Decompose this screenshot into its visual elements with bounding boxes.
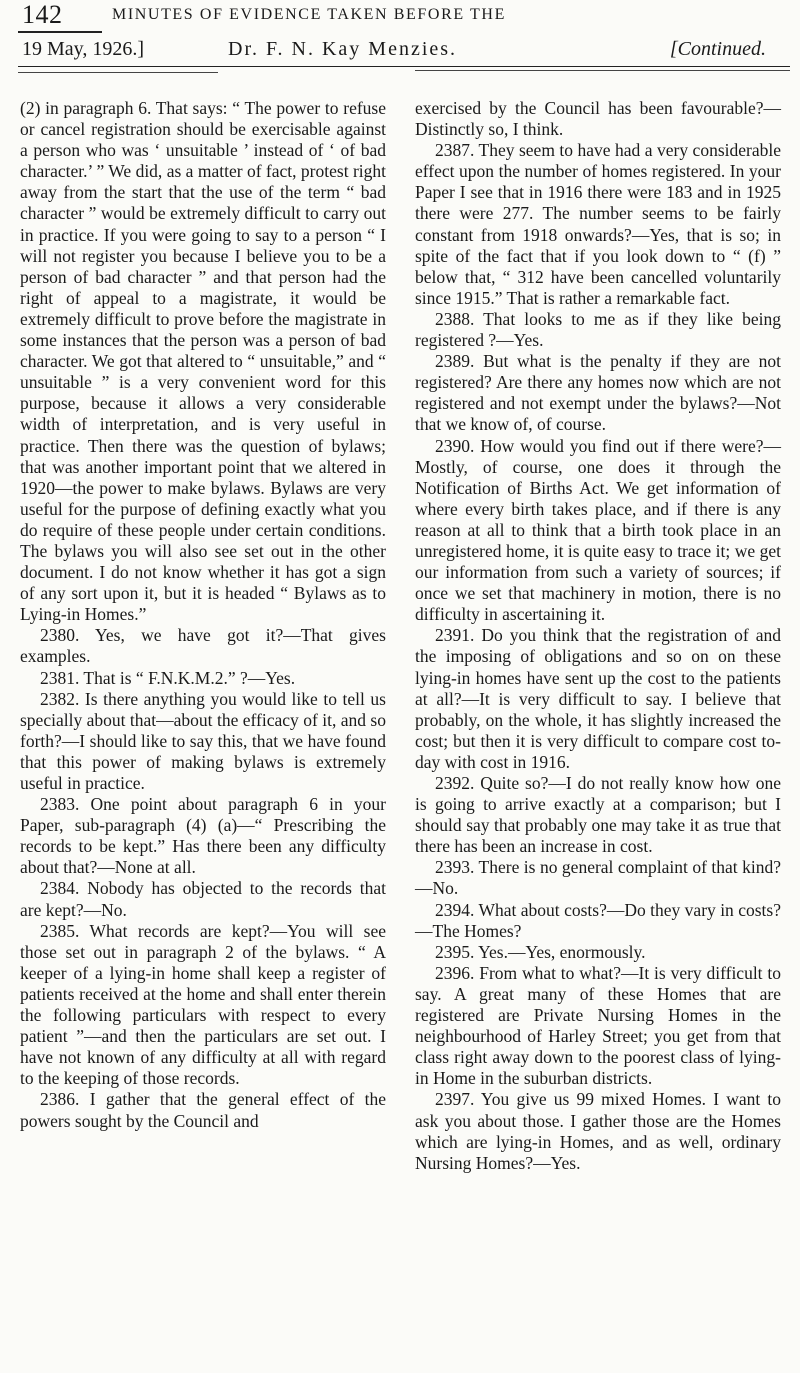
paragraph: 2384. Nobody has objected to the records that are kept?—No. xyxy=(20,878,386,920)
date-rule xyxy=(18,72,218,73)
paragraph: 2387. They seem to have had a very considerable effect upon the number of homes registered. In your Paper I see that in 1916 there were 183 and in 1925 there were 277. The number seems to be fairly constant from 1918 onwards?—Yes, that is so; in spite of the fact that if you look down to “ (f) ” below that, “ 312 have been cancelled voluntarily since 1915.” That is rather a remarkable fact. xyxy=(415,140,781,308)
paragraph: 2381. That is “ F.N.K.M.2.” ?—Yes. xyxy=(40,667,296,688)
header-rule-short xyxy=(18,31,102,33)
paragraph: 2389. But what is the penalty if they are not registered? Are there any homes now which are not registered and not exempt under the bylaws?—Not that we know of, of course. xyxy=(415,351,781,435)
running-title: MINUTES OF EVIDENCE TAKEN BEFORE THE xyxy=(112,6,506,23)
paragraph: (2) in paragraph 6. That says: “ The power to refuse or cancel registration should be exercisable against a person who was ‘ unsuitable ’ instead of ‘ of bad character.’ ” We did, as a matter of fact, protest right away from the start that the use of the term “ bad character ” would be extremely difficult to carry out in practice. If you were going to say to a person “ I will not register you because I believe you to be a person of bad character ” and that person had the right of appeal to a magistrate, it would be extremely difficult to prove before the magistrate in some instances that the person was a person of bad character. We got that altered to “ unsuitable,” and “ unsuitable ” is a very convenient word for this purpose, because it allows a very considerable width of interpretation, and is very useful in practice. Then there was the question of bylaws; that was another important point that we altered in 1920—the power to make bylaws. Bylaws are very useful for the purpose of defining exactly what you do require of these people under certain conditions. The bylaws you will also see set out in the other document. I do not know whether it has got a sign of any sort upon it, but it is headed “ Bylaws as to Lying-in Homes.” xyxy=(20,98,386,625)
column-rule xyxy=(415,70,790,71)
paragraph: 2392. Quite so?—I do not really know how one is going to arrive exactly at a comparison; but I should say that probably one may take it as true that there has been an increase in cost. xyxy=(415,773,781,857)
header-rule xyxy=(18,66,790,67)
session-date: 19 May, 1926.] xyxy=(22,38,145,60)
paragraph: 2395. Yes.—Yes, enormously. xyxy=(435,941,646,962)
right-column xyxy=(415,98,781,1174)
paragraph: 2394. What about costs?—Do they vary in costs?—The Homes? xyxy=(415,899,781,941)
paragraph: 2397. You give us 99 mixed Homes. I want to ask you about those. I gather those are the Homes which are lying-in Homes, and as well, ordinary Nursing Homes?—Yes. xyxy=(415,1089,781,1173)
paragraph: 2388. That looks to me as if they like being registered ?—Yes. xyxy=(415,308,781,351)
paragraph: 2396. From what to what?—It is very difficult to say. A great many of these Homes that are registered are Private Nursing Homes in the neighbourhood of Harley Street; you get from that class right away down to the poorest class of lying-in Home in the suburban districts. xyxy=(415,962,781,1089)
paragraph: 2383. One point about paragraph 6 in your Paper, sub-paragraph (4) (a)—“ Prescribing the records to be kept.” Has there been any difficulty about that?—None at all. xyxy=(20,794,386,878)
paragraph: 2393. There is no general complaint of that kind?—No. xyxy=(415,857,781,899)
paragraph: 2386. I gather that the general effect of the powers sought by the Council and xyxy=(20,1089,386,1131)
paragraph: 2382. Is there anything you would like to tell us specially about that—about the efficacy of it, and so forth?—I should like to say this, that we have found that this power of making bylaws is extremely useful in practice. xyxy=(20,688,386,793)
continued-label: [Continued. xyxy=(669,38,766,60)
paragraph: 2391. Do you think that the registration of and the imposing of obligations and so on on these lying-in homes have sent up the cost to the patients at all?—It is very difficult to say. I believe that probably, on the whole, it has slightly increased the cost; but then it is very difficult to compare cost to-day with cost in 1916. xyxy=(415,625,781,772)
paragraph: 2390. How would you find out if there were?—Mostly, of course, one does it through the Notification of Births Act. We get information of where every birth takes place, and if there is any reason at all to think that a birth took place in an unregistered home, it is quite easy to trace it; we get our information from such a variety of sources; if once we set that machinery in motion, there is no difficulty in ascertaining it. xyxy=(415,435,781,625)
paragraph: 2380. Yes, we have got it?—That gives examples. xyxy=(20,625,386,667)
paragraph: exercised by the Council has been favourable?—Distinctly so, I think. xyxy=(415,98,781,140)
page-number: 142 xyxy=(22,0,63,29)
witness-name: Dr. F. N. Kay Menzies. xyxy=(228,38,458,60)
paragraph: 2385. What records are kept?—You will see those set out in paragraph 2 of the bylaws. “ A keeper of a lying-in home shall keep a register of patients received at the home and shall enter therein the following particulars with respect to every patient ”—and then the particulars are set out. I have not known of any difficulty at all with regard to the keeping of those records. xyxy=(20,920,386,1089)
left-column xyxy=(20,98,386,1132)
